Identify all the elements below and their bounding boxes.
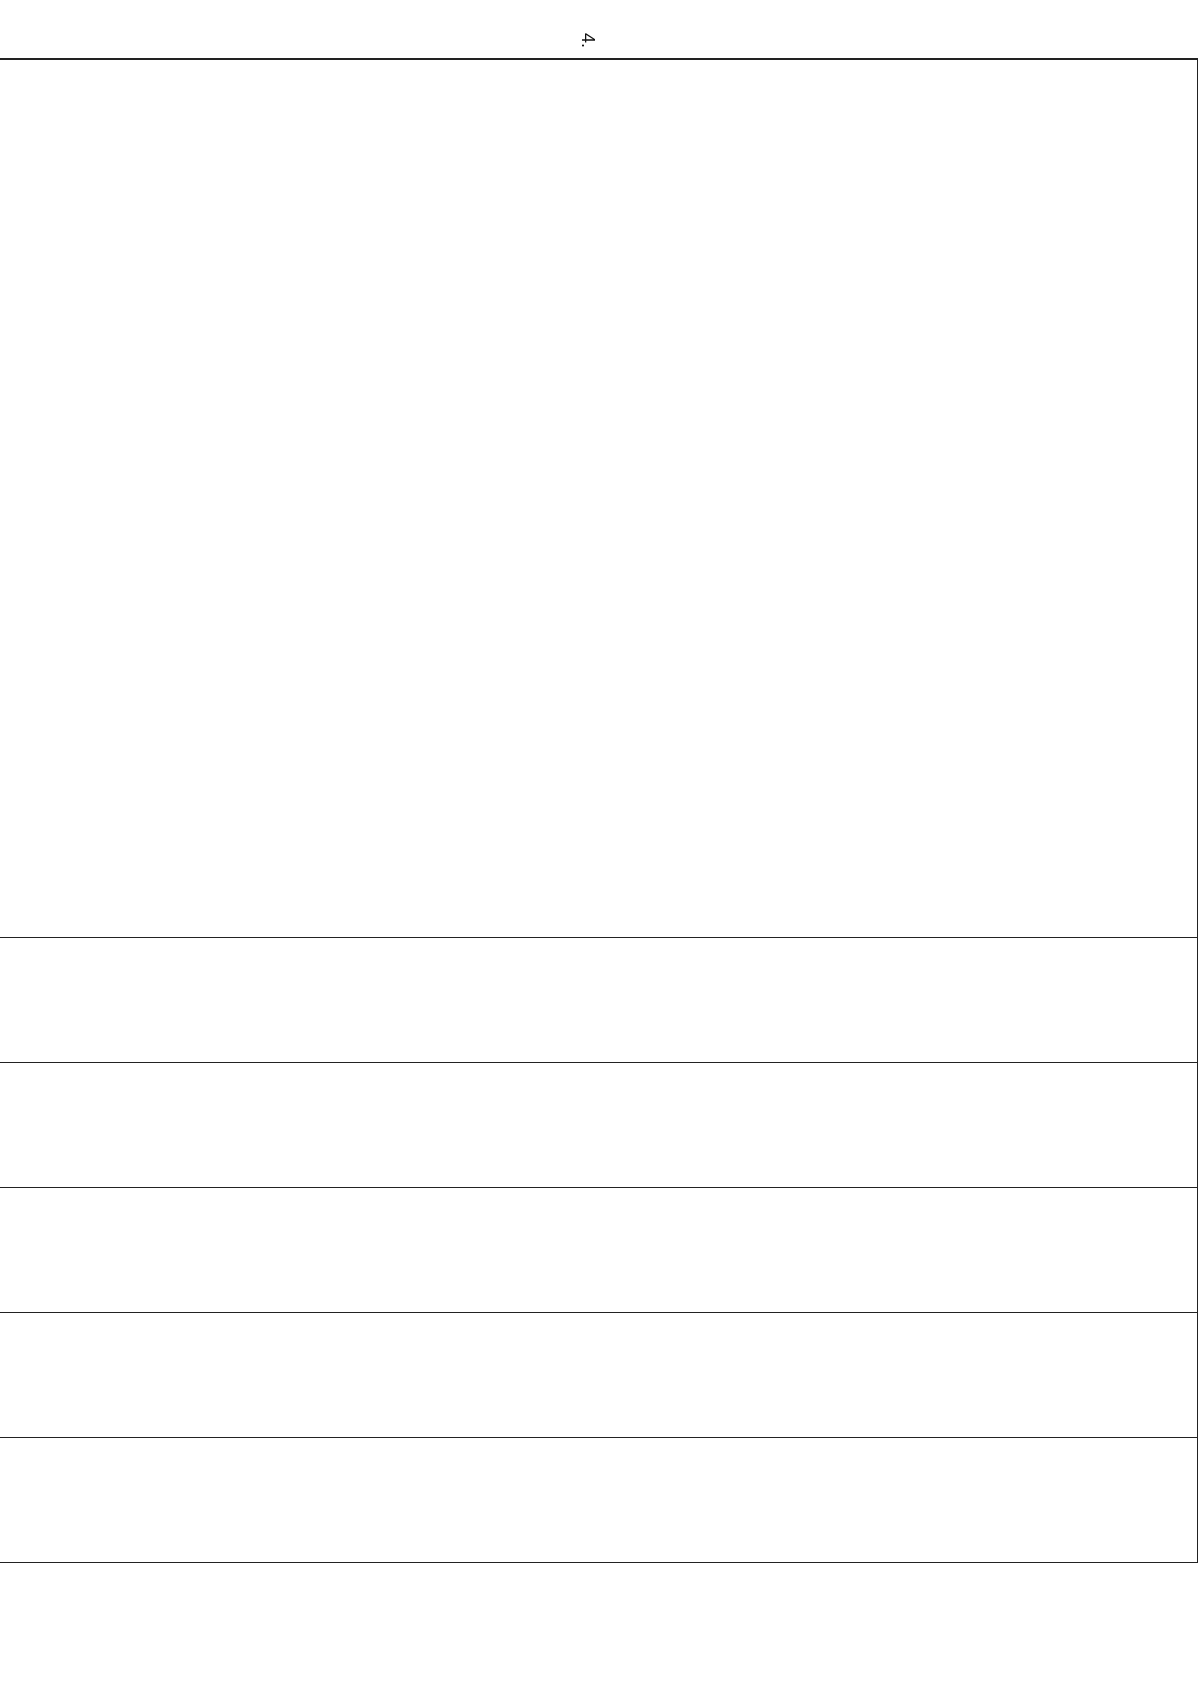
row-number: 4. [578, 32, 598, 48]
tariff-table [0, 58, 1198, 1689]
value-cell [0, 938, 1198, 1063]
rotated-page [92, 58, 1198, 1688]
value-cell [0, 1063, 1198, 1188]
value-cell [0, 1438, 1198, 1563]
value-cell [0, 1313, 1198, 1438]
value-cell [0, 60, 1198, 938]
table-row [0, 59, 1198, 1689]
value-cell [0, 1188, 1198, 1313]
